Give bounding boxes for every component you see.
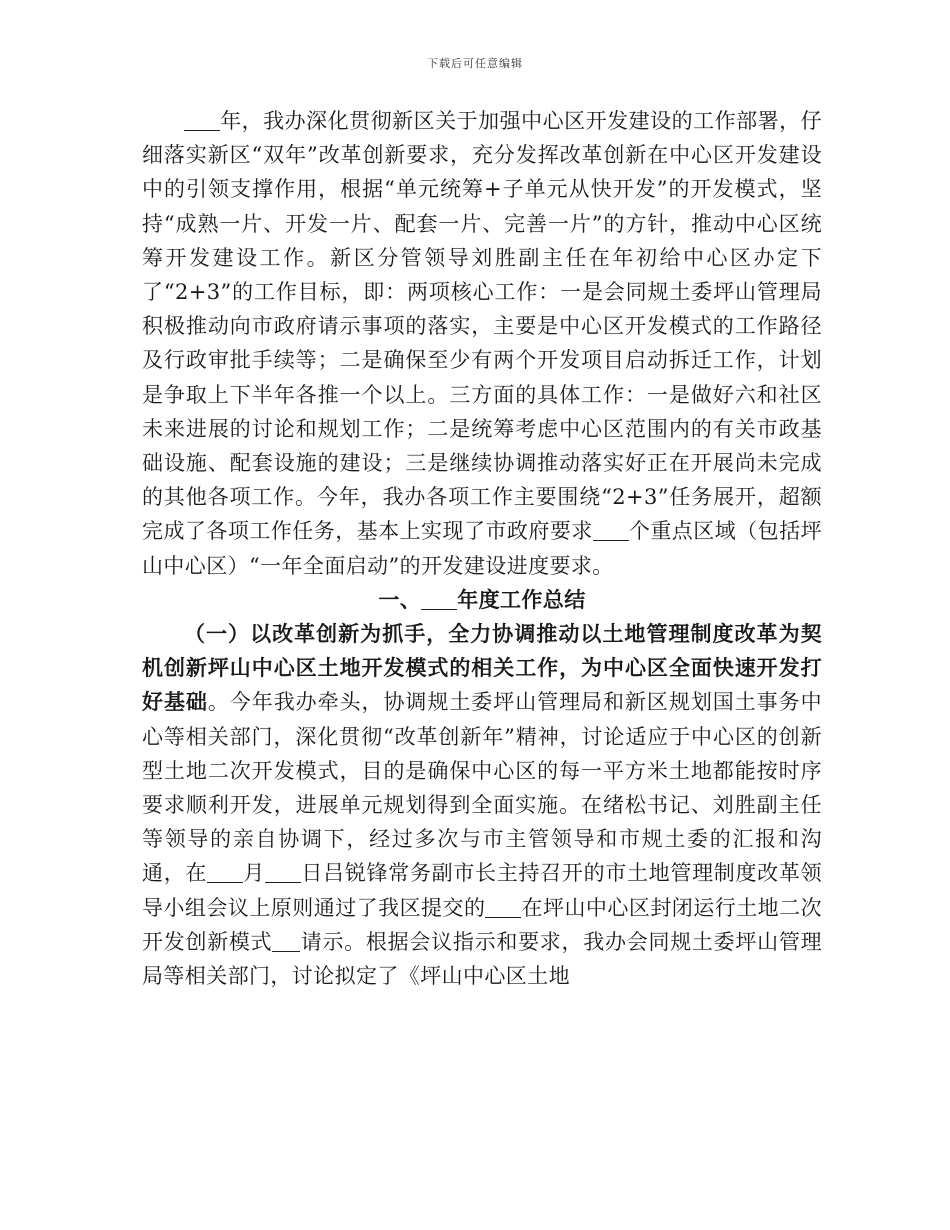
blank-field xyxy=(593,520,629,541)
intro-text-2: 个重点区域（包括坪山中心区）“一年全面启动”的开发建设进度要求。 xyxy=(142,519,822,578)
blank-field xyxy=(265,862,301,883)
blank-field xyxy=(421,589,457,610)
subsection-lead: （一）以改革创新为抓手，全力协调推动以土地管理制度改革为契机创新坪山中心区土地开发模式的相关工作，为中心区全面快速开发打好基础 xyxy=(142,621,822,715)
blank-field xyxy=(272,931,300,952)
section-heading xyxy=(142,583,822,617)
document-body xyxy=(142,104,822,993)
subsection-text-3: 日吕锐锋常务副市长主持召开的市土地管理制度改革领导小组会议上原则通过了我区提交的 xyxy=(142,861,822,920)
subsection-text-4: 在坪山中心区封闭运行土地二次开发创新模式 xyxy=(142,895,822,954)
subsection-text-5: 请示。根据会议指示和要求，我办会同规土委坪山管理局等相关部门，讨论拟定了《坪山中心区土地 xyxy=(142,929,822,989)
subsection-text-1: 。今年我办牵头，协调规土委坪山管理局和新区规划国土事务中心等相关部门，深化贯彻“改革创新年”精神，讨论适应于中心区的创新型土地二次开发模式，目的是确保中心区的每一平方米土地都能按时序要求顺利开发，进展单元规划得到全面实施。在绪松书记、刘胜副主任等领导的亲自协调下，经过多次与市主管领导和市规土委的汇报和沟通，在 xyxy=(142,690,822,886)
intro-paragraph xyxy=(142,104,822,583)
blank-field xyxy=(207,862,243,883)
page-header: 下载后可任意编辑 xyxy=(427,57,523,70)
section-heading-title: 年度工作总结 xyxy=(457,586,586,612)
subsection-paragraph xyxy=(142,617,822,993)
blank-field xyxy=(485,897,521,918)
intro-text-1: 年，我办深化贯彻新区关于加强中心区开发建设的工作部署，仔细落实新区“双年”改革创新要求，充分发挥改革创新在中心区开发建设中的引领支撑作用，根据“单元统筹+子单元从快开发”的开发模式，坚持“成熟一片、开发一片、配套一片、完善一片”的方针，推动中心区统筹开发建设工作。新区分管领导刘胜副主任在年初给中心区办定下了“2+3”的工作目标，即：两项核心工作：一是会同规土委坪山管理局积极推动向市政府请示事项的落实，主要是中心区开发模式的工作路径及行政审批手续等；二是确保至少有两个开发项目启动拆迁工作，计划是争取上下半年各推一个以上。三方面的具体工作：一是做好六和社区未来进展的讨论和规划工作；二是统筹考虑中心区范围内的有关市政基础设施、配套设施的建设；三是继续协调推动落实好正在开展尚未完成的其他各项工作。今年，我办各项工作主要围绕“2+3”任务展开，超额完成了各项工作任务，基本上实现了市政府要求 xyxy=(142,109,822,544)
section-heading-prefix: 一、 xyxy=(378,586,422,612)
subsection-text-2: 月 xyxy=(243,861,266,886)
blank-field xyxy=(184,110,220,131)
